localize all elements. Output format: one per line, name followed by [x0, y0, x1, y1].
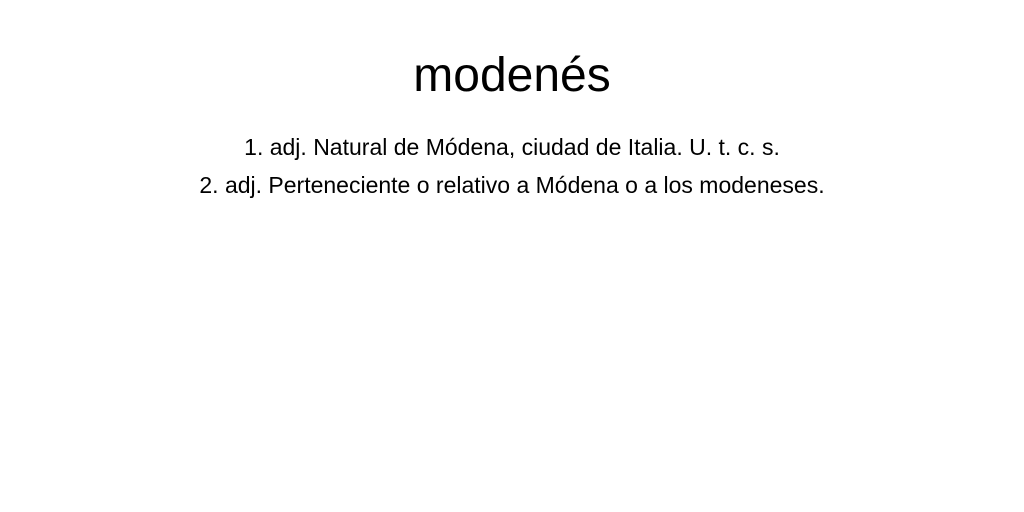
headword-title: modenés [413, 49, 611, 102]
definition-list [0, 128, 1024, 204]
definition-2: 2. adj. Perteneciente o relativo a Módena o a los modeneses. [199, 172, 825, 198]
definition-1: 1. adj. Natural de Módena, ciudad de Italia. U. t. c. s. [244, 134, 780, 160]
